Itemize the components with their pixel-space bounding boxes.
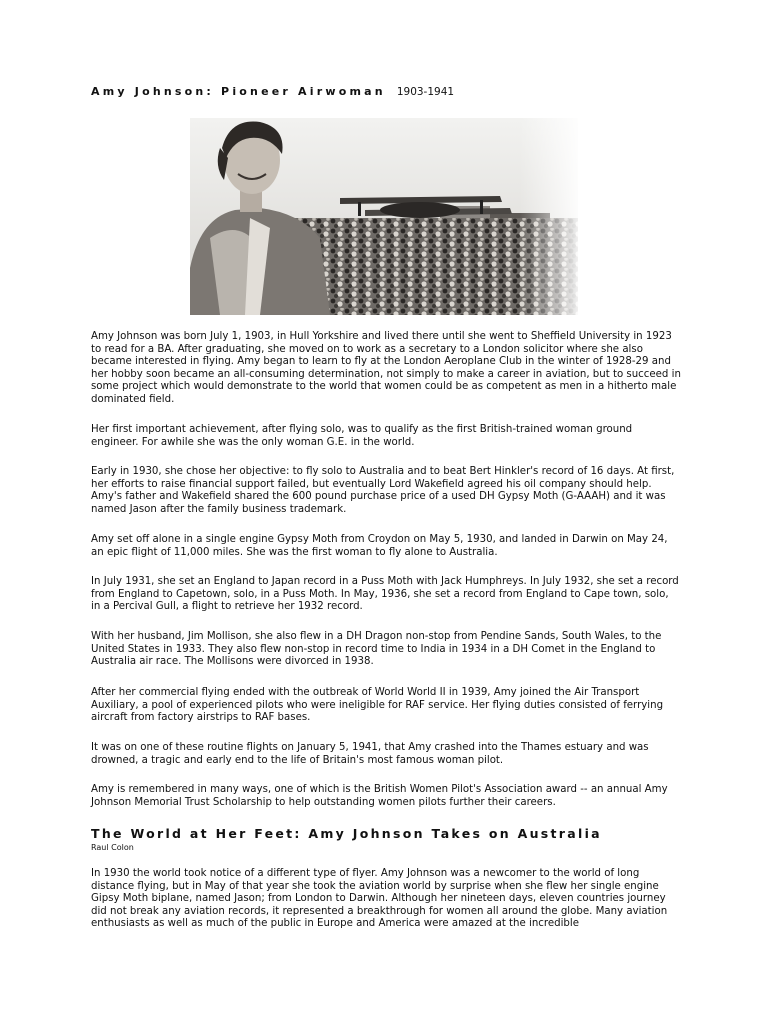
paragraph-9: Amy is remembered in many ways, one of which is the British Women Pilot's Association award -- an annual Amy Johnson Memorial Trust Scholarship to help outstanding women pilots further their careers. [91, 784, 668, 808]
section-2-byline: Raul Colon [91, 843, 134, 852]
paragraph-5: In July 1931, she set an England to Japan record in a Puss Moth with Jack Humphreys. In July 1932, she set a record from England to Capetown, solo, in a Puss Moth. In May, 1936, she set a record from England to Cape town, solo, in a Percival Gull, a flight to retrieve her 1932 record. [91, 576, 679, 613]
amy-johnson-photo [190, 118, 578, 315]
section-2-paragraph: In 1930 the world took notice of a different type of flyer. Amy Johnson was a newcomer to the world of long distance flying, but in May of that year she took the aviation world by surprise when she flew her single engine Gipsy Moth biplane, named Jason; from London to Darwin. Although her nineteen days, eleven countries journey did not break any aviation records, it represented a breakthrough for women all around the globe. Many aviation enthusiasts as well as much of the public in Europe and America were amazed at the incredible [91, 868, 668, 930]
paragraph-7: After her commercial flying ended with the outbreak of World World II in 1939, Amy joined the Air Transport Auxiliary, a pool of experienced pilots who were ineligible for RAF service. Her flying duties consisted of ferrying aircraft from factory airstrips to RAF bases. [91, 687, 664, 724]
paragraph-8: It was on one of these routine flights on January 5, 1941, that Amy crashed into the Thames estuary and was drowned, a tragic and early end to the life of Britain's most famous woman pilot. [91, 742, 649, 766]
section-2-title: The World at Her Feet: Amy Johnson Takes on Australia [91, 826, 602, 841]
paragraph-3: Early in 1930, she chose her objective: to fly solo to Australia and to beat Bert Hinkler's record of 16 days. At first, her efforts to raise financial support failed, but eventually Lord Wakefield agreed his oil company should help. Amy's father and Wakefield shared the 600 pound purchase price of a used DH Gypsy Moth (G-AAAH) and it was named Jason after the family business trademark. [91, 466, 675, 515]
paragraph-4: Amy set off alone in a single engine Gypsy Moth from Croydon on May 5, 1930, and landed in Darwin on May 24, an epic flight of 11,000 miles. She was the first woman to fly alone to Australia. [91, 534, 668, 558]
title-text: Amy Johnson: Pioneer Airwoman [91, 85, 386, 98]
paragraph-1: Amy Johnson was born July 1, 1903, in Hull Yorkshire and lived there until she went to Sheffield University in 1923 to read for a BA. After graduating, she moved on to work as a secretary to a London solicitor where she also became interested in flying. Amy began to learn to fly at the London Aeroplane Club in the winter of 1928-29 and her hobby soon became an all-consuming determination, not simply to make a career in aviation, but to succeed in some project which would demonstrate to the world that women could be as competent as men in a hitherto male dominated field. [91, 331, 681, 405]
paragraph-6: With her husband, Jim Mollison, she also flew in a DH Dragon non-stop from Pendine Sands, South Wales, to the United States in 1933. They also flew non-stop in record time to India in 1934 in a DH Comet in the England to Australia air race. The Mollisons were divorced in 1938. [91, 631, 662, 668]
title-years: 1903-1941 [396, 86, 455, 98]
paragraph-2: Her first important achievement, after flying solo, was to qualify as the first British-trained woman ground engineer. For awhile she was the only woman G.E. in the world. [91, 424, 633, 448]
document-title [91, 85, 454, 98]
